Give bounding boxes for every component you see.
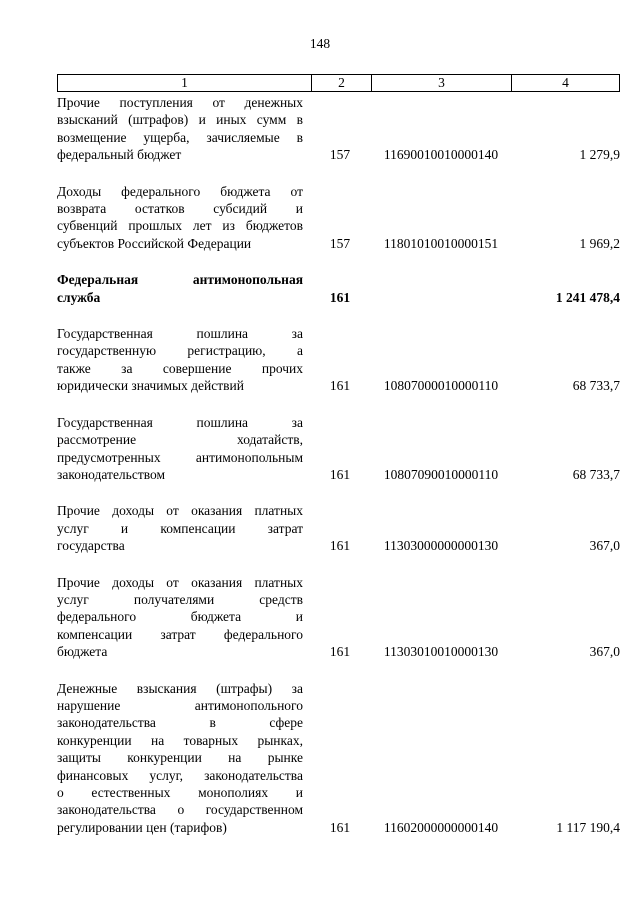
admin-code: 161 <box>329 538 351 554</box>
amount: 367,0 <box>589 538 620 554</box>
income-name <box>57 678 303 837</box>
row-spacer <box>57 306 620 323</box>
income-name-line: регулировании цен (тарифов) <box>57 819 227 835</box>
income-name-line: законодательства в сфере <box>57 715 303 731</box>
income-name-line: конкуренции на товарных рынках, <box>57 732 303 748</box>
amount: 68 733,7 <box>572 378 620 394</box>
income-name-line: Прочие доходы от оказания платных <box>57 574 303 590</box>
row-spacer <box>57 164 620 181</box>
income-name-line: предусмотренных антимонопольным <box>57 449 303 465</box>
table-row <box>57 572 620 661</box>
admin-code: 161 <box>329 644 351 660</box>
income-name-line: о естественных монополиях и <box>57 785 303 800</box>
income-name-line: субъектов Российской Федерации <box>57 235 252 251</box>
row-spacer <box>57 395 620 412</box>
budget-classification-code: 11801010010000151 <box>383 235 499 251</box>
page-number: 148 <box>309 36 331 51</box>
amount: 367,0 <box>589 644 620 660</box>
admin-code: 161 <box>329 378 351 394</box>
income-name-line: услуг и компенсации затрат <box>57 520 303 536</box>
income-name-line: субвенций прошлых лет из бюджетов <box>57 218 303 234</box>
row-spacer <box>57 555 620 572</box>
row-spacer <box>57 252 620 269</box>
amount: 1 969,2 <box>579 235 620 251</box>
income-name-line: также за совершение прочих <box>57 360 303 376</box>
income-name-line: услуг получателями средств <box>57 591 303 607</box>
income-name-line: Государственная пошлина за <box>57 414 303 430</box>
admin-code: 157 <box>329 147 351 163</box>
income-name-line: Государственная пошлина за <box>57 326 303 342</box>
income-name-line: законодательством <box>57 466 166 482</box>
table-row <box>57 678 620 837</box>
income-name <box>57 92 303 164</box>
header-col-4: 4 <box>562 75 569 90</box>
table-row <box>57 323 620 395</box>
income-name-line: рассмотрение ходатайств, <box>57 432 303 448</box>
income-name-line: защиты конкуренции на рынке <box>57 750 303 766</box>
budget-classification-code: 11303000000000130 <box>383 538 499 554</box>
table-body <box>57 92 620 836</box>
income-name-line: компенсации затрат федерального <box>57 626 303 642</box>
header-col-3: 3 <box>372 75 512 91</box>
income-name-line: Федеральная антимонопольная <box>57 272 303 288</box>
income-name-line: федерального бюджета и <box>57 609 303 625</box>
income-name-line: законодательства о государственном <box>57 802 303 818</box>
table-row <box>57 500 620 554</box>
income-name-line: взысканий (штрафов) и иных сумм в <box>57 112 303 128</box>
amount: 1 279,9 <box>579 147 620 163</box>
income-name-line: государственную регистрацию, а <box>57 343 303 359</box>
income-name-line: Прочие поступления от денежных <box>57 95 303 110</box>
income-name-line: нарушение антимонопольного <box>57 697 303 713</box>
income-name <box>57 269 303 306</box>
header-col-1: 1 <box>58 75 312 91</box>
amount: 1 241 478,4 <box>555 289 620 305</box>
row-spacer <box>57 483 620 500</box>
table-header <box>57 74 620 92</box>
budget-classification-code: 11303010010000130 <box>383 644 499 660</box>
income-name-line: бюджета <box>57 644 108 660</box>
income-name-line: юридически значимых действий <box>57 378 244 394</box>
income-name-line: финансовых услуг, законодательства <box>57 767 303 783</box>
amount: 1 117 190,4 <box>556 819 620 835</box>
income-name-line: Прочие доходы от оказания платных <box>57 503 303 519</box>
admin-code: 161 <box>329 819 351 835</box>
income-name-line: Денежные взыскания (штрафы) за <box>57 680 303 696</box>
income-name-line: возмещение ущерба, зачисляемые в <box>57 129 303 145</box>
amount: 68 733,7 <box>572 466 620 482</box>
table-row <box>57 181 620 253</box>
admin-code: 157 <box>329 235 351 251</box>
admin-code: 161 <box>329 466 351 482</box>
income-name <box>57 500 303 554</box>
income-name-line: возврата остатков субсидий и <box>57 201 303 217</box>
income-name-line: Доходы федерального бюджета от <box>57 183 303 199</box>
table-row <box>57 412 620 484</box>
income-name <box>57 181 303 253</box>
income-name-line: федеральный бюджет <box>57 147 182 163</box>
income-name-line: служба <box>57 289 101 305</box>
row-spacer <box>57 661 620 678</box>
header-col-2: 2 <box>312 75 372 91</box>
income-name-line: государства <box>57 538 125 554</box>
income-name <box>57 323 303 395</box>
budget-classification-code: 11690010010000140 <box>383 147 499 163</box>
budget-classification-code: 10807090010000110 <box>383 466 499 482</box>
income-name <box>57 572 303 661</box>
table-row <box>57 269 620 306</box>
income-name <box>57 412 303 484</box>
budget-classification-code: 10807000010000110 <box>383 378 499 394</box>
budget-classification-code: 11602000000000140 <box>383 819 499 835</box>
admin-code: 161 <box>329 289 351 305</box>
table-row <box>57 92 620 164</box>
